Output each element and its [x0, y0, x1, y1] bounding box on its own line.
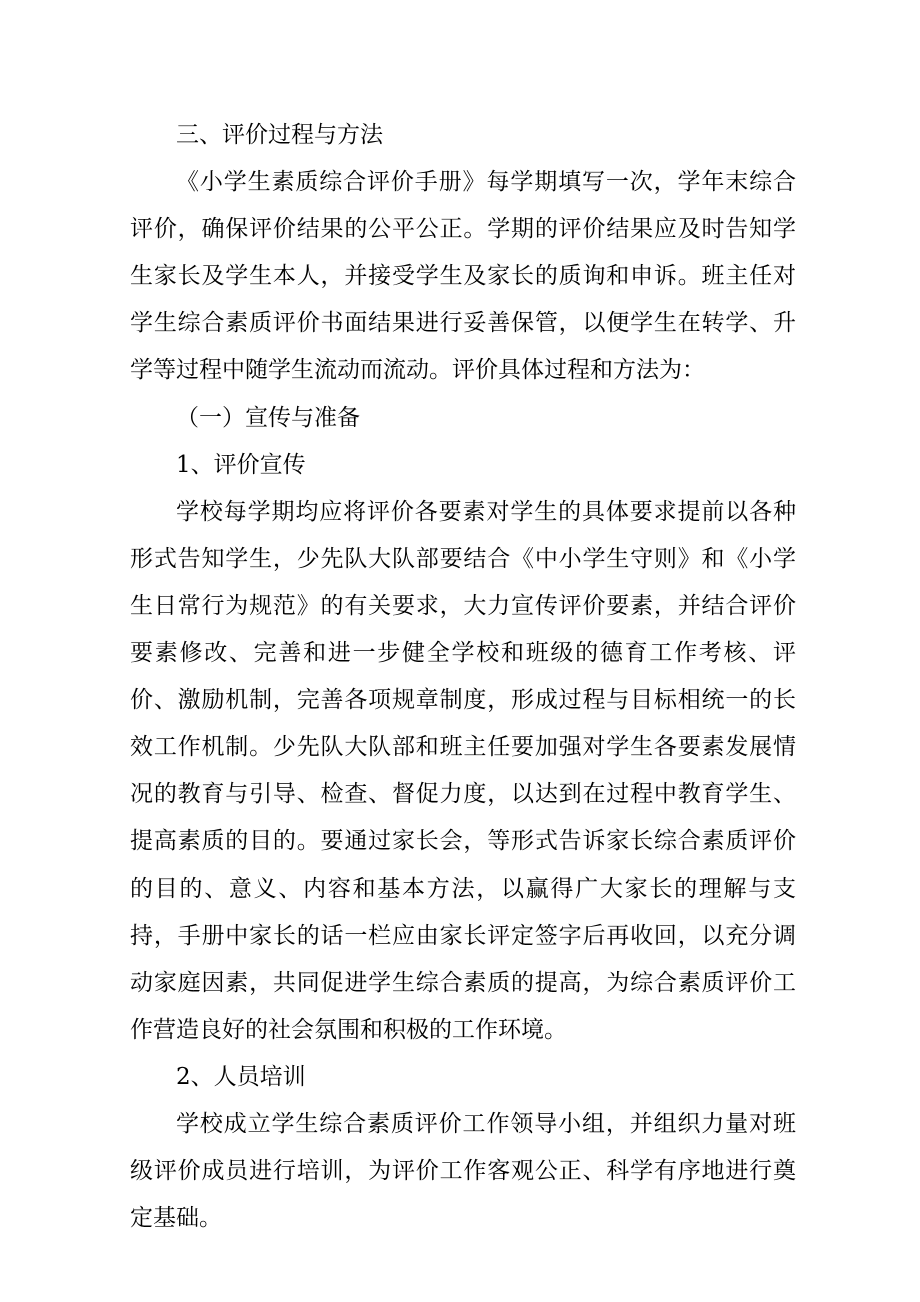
publicity-paragraph: 学校每学期均应将评价各要素对学生的具体要求提前以各种形式告知学生，少先队大队部要结合《中小学生守则》和《小学生日常行为规范》的有关要求，大力宣传评价要素，并结合评价要素修改、完善和进一步健全学校和班级的德育工作考核、评价、激励机制，完善各项规章制度，形成过程与目标相统一的长效工作机制。少先队大队部和班主任要加强对学生各要素发展情况的教育与引导、检查、督促力度，以达到在过程中教育学生、提高素质的目的。要通过家长会，等形式告诉家长综合素质评价的目的、意义、内容和基本方法，以赢得广大家长的理解与支持，手册中家长的话一栏应由家长评定签字后再收回，以充分调动家庭因素，共同促进学生综合素质的提高，为综合素质评价工作营造良好的社会氛围和积极的工作环境。 — [130, 498, 796, 1043]
section-heading: 三、评价过程与方法 — [176, 122, 383, 148]
subsection-heading: （一）宣传与准备 — [176, 404, 360, 431]
item-heading-training: 2、人员培训 — [176, 1063, 306, 1090]
intro-paragraph: 《小学生素质综合评价手册》每学期填写一次，学年末综合评价，确保评价结果的公平公正。学期的评价结果应及时告知学生家长及学生本人，并接受学生及家长的质询和申诉。班主任对学生综合素质评价书面结果进行妥善保管，以便学生在转学、升学等过程中随学生流动而流动。评价具体过程和方法为： — [130, 169, 796, 384]
document-body — [130, 112, 796, 1242]
training-paragraph: 学校成立学生综合素质评价工作领导小组，并组织力量对班级评价成员进行培训，为评价工作客观公正、科学有序地进行奠定基础。 — [130, 1110, 796, 1232]
item-heading-publicity: 1、评价宣传 — [176, 451, 306, 478]
